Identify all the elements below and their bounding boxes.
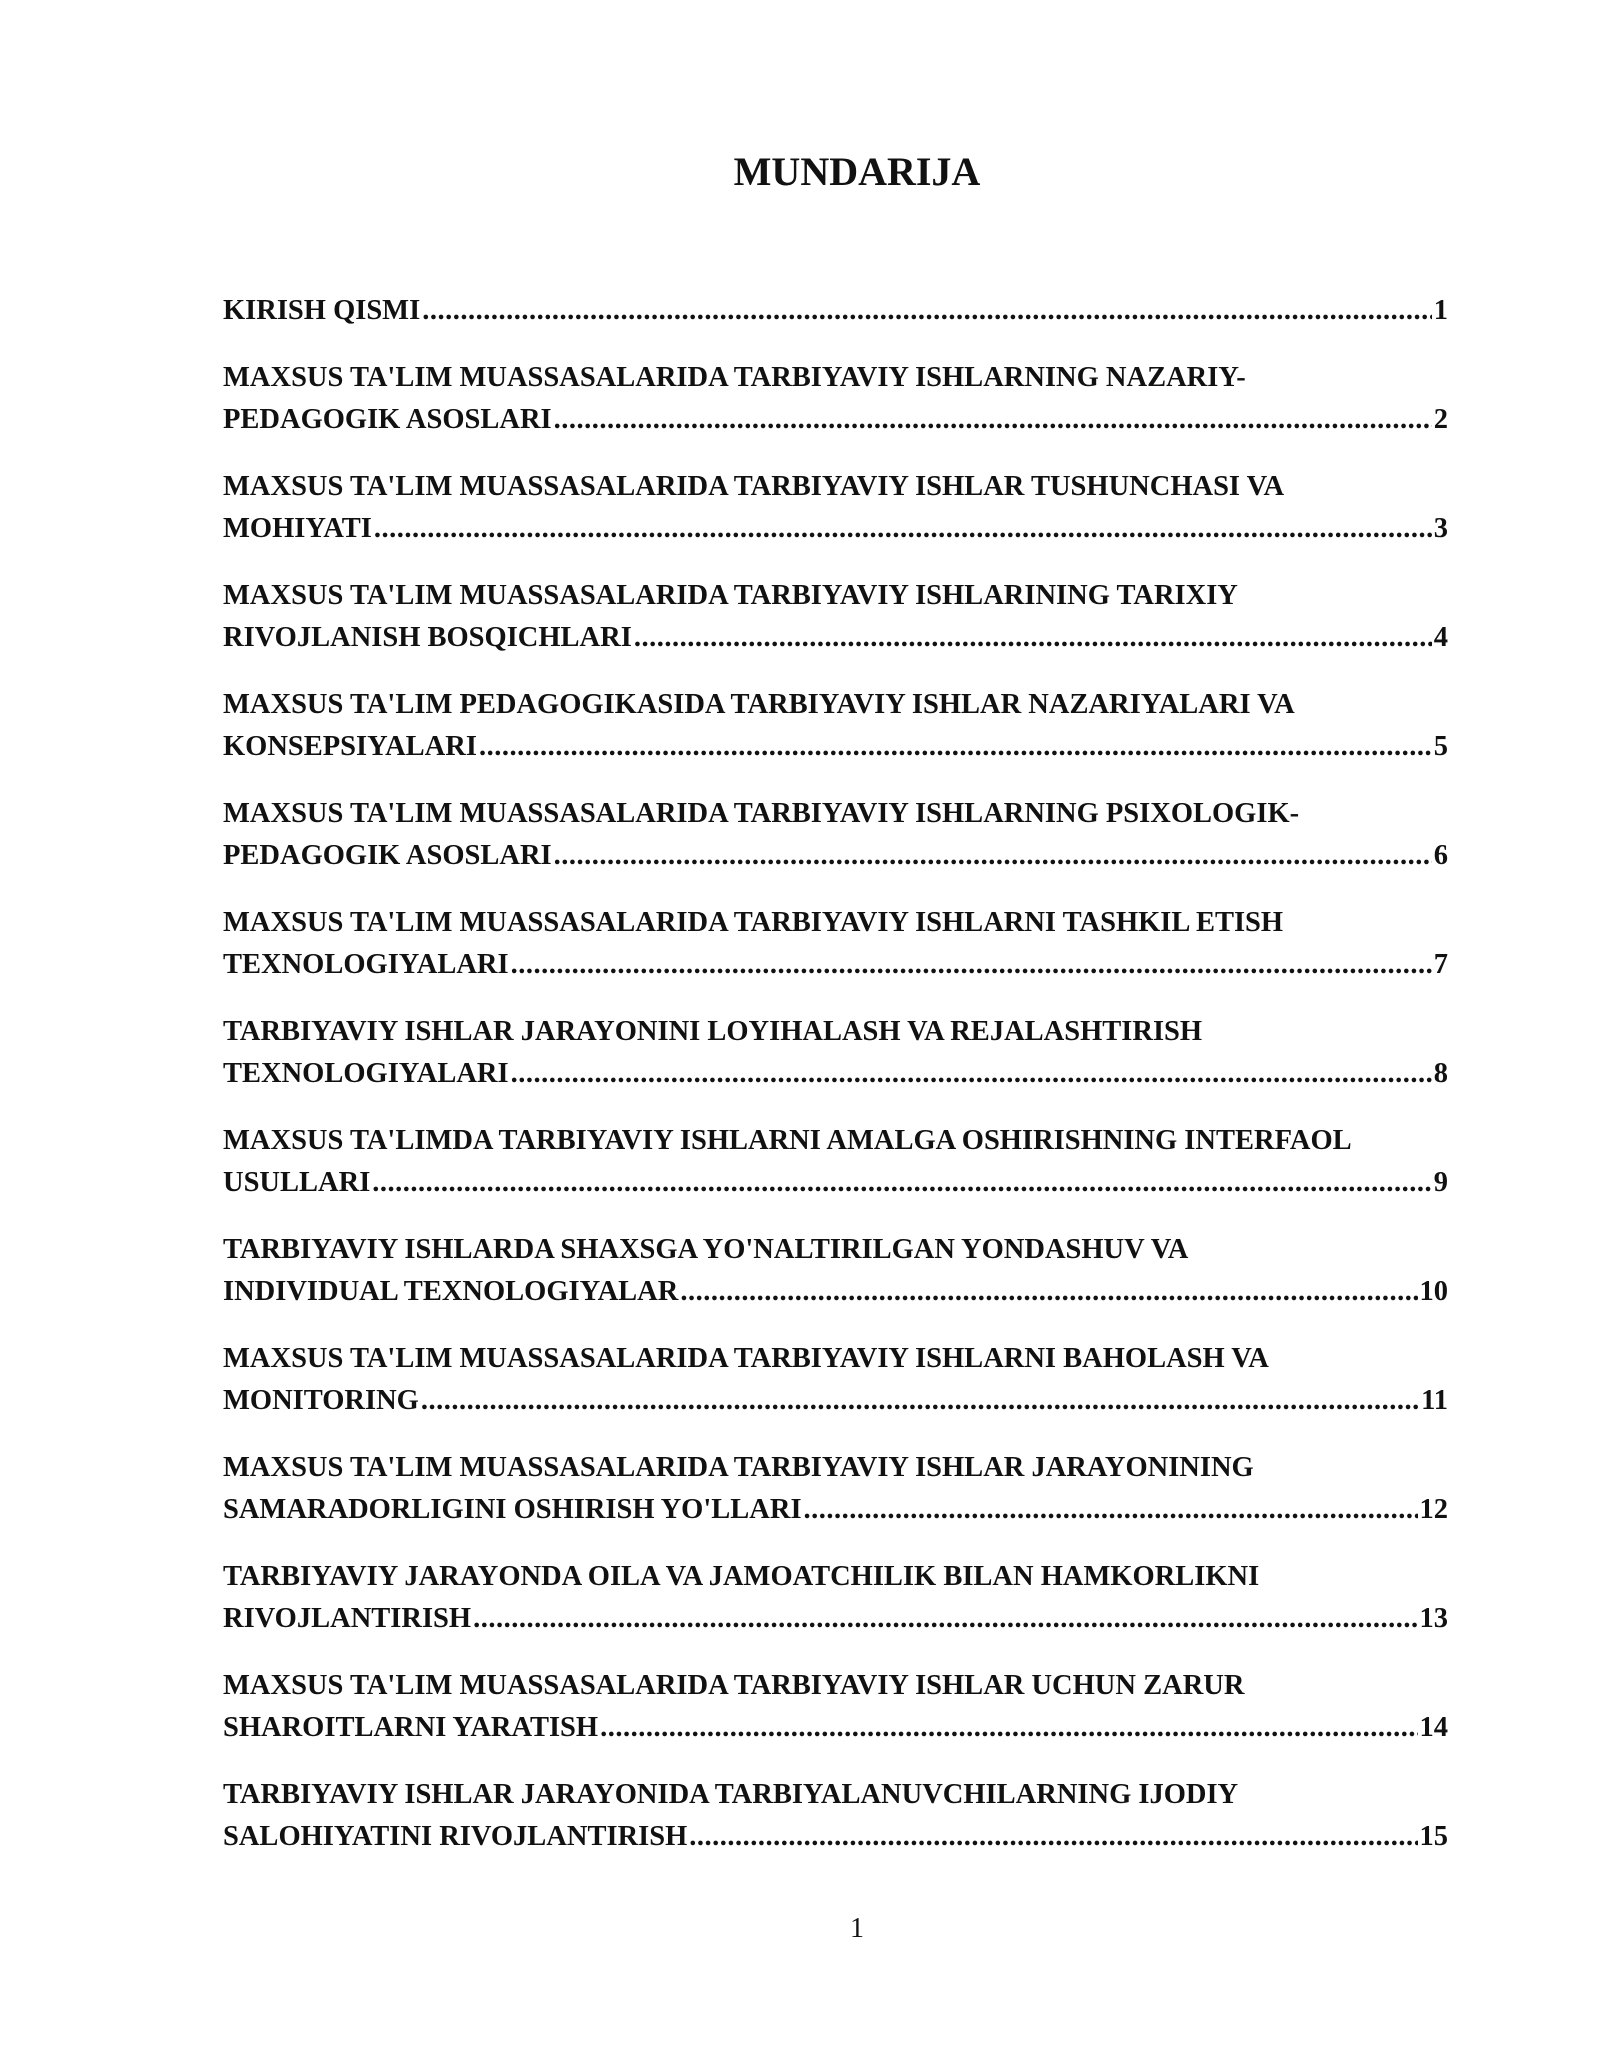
toc-entry-last-line <box>223 944 1448 986</box>
table-of-contents <box>223 290 1448 1883</box>
toc-entry-title-end: USULLARI <box>223 1167 371 1198</box>
toc-entry-title-line: MAXSUS TA'LIM MUASSASALARIDA TARBIYAVIY ISHLAR JARAYONINING <box>223 1452 1254 1483</box>
toc-entry-last-line <box>223 1598 1448 1640</box>
toc-entry[interactable] <box>223 1447 1448 1531</box>
toc-page-number: 13 <box>1419 1603 1448 1634</box>
page-number-wrapper <box>0 1913 1600 1945</box>
toc-entry[interactable] <box>223 902 1448 986</box>
toc-entry-title-line: MAXSUS TA'LIM MUASSASALARIDA TARBIYAVIY ISHLAR TUSHUNCHASI VA <box>223 471 1285 502</box>
toc-entry-title-line: MAXSUS TA'LIM MUASSASALARIDA TARBIYAVIY ISHLARNI TASHKIL ETISH <box>223 907 1284 938</box>
toc-entry-title-line: TARBIYAVIY ISHLAR JARAYONIDA TARBIYALANUVCHILARNING IJODIY <box>223 1779 1239 1810</box>
toc-entry[interactable] <box>223 793 1448 877</box>
toc-entry-title-line: TARBIYAVIY JARAYONDA OILA VA JAMOATCHILIK BILAN HAMKORLIKNI <box>223 1561 1260 1592</box>
toc-dot-leader <box>554 399 1432 441</box>
toc-dot-leader <box>804 1489 1418 1531</box>
toc-dot-leader <box>374 508 1432 550</box>
toc-dot-leader <box>689 1816 1417 1858</box>
toc-page-number: 8 <box>1433 1058 1448 1089</box>
toc-entry-last-line <box>223 290 1448 332</box>
toc-entry-last-line <box>223 1816 1448 1858</box>
toc-entry-title-end: PEDAGOGIK ASOSLARI <box>223 404 552 435</box>
toc-dot-leader <box>554 835 1432 877</box>
toc-dot-leader <box>372 1162 1431 1204</box>
toc-dot-leader <box>511 1053 1432 1095</box>
toc-entry[interactable] <box>223 1011 1448 1095</box>
toc-dot-leader <box>479 726 1432 768</box>
toc-page-number: 2 <box>1433 404 1448 435</box>
toc-entry-title-line: MAXSUS TA'LIM PEDAGOGIKASIDA TARBIYAVIY ISHLAR NAZARIYALARI VA <box>223 689 1295 720</box>
toc-page-number: 11 <box>1421 1385 1448 1416</box>
toc-entry-title-line: MAXSUS TA'LIM MUASSASALARIDA TARBIYAVIY ISHLARNING PSIXOLOGIK- <box>223 798 1300 829</box>
toc-entry-last-line <box>223 835 1448 877</box>
page-number: 1 <box>850 1913 864 1944</box>
toc-entry-title-end: RIVOJLANTIRISH <box>223 1603 472 1634</box>
toc-entry-title-end: TEXNOLOGIYALARI <box>223 1058 509 1089</box>
toc-entry[interactable] <box>223 575 1448 659</box>
toc-entry[interactable] <box>223 1338 1448 1422</box>
toc-entry-title-end: MONITORING <box>223 1385 419 1416</box>
toc-dot-leader <box>600 1707 1417 1749</box>
toc-entry-title-line: MAXSUS TA'LIM MUASSASALARIDA TARBIYAVIY ISHLARINING TARIXIY <box>223 580 1238 611</box>
toc-page-number: 3 <box>1433 513 1448 544</box>
toc-page-number: 15 <box>1419 1821 1448 1852</box>
toc-entry-last-line <box>223 1489 1448 1531</box>
toc-page-number: 5 <box>1433 731 1448 762</box>
toc-entry-title-line: TARBIYAVIY ISHLAR JARAYONINI LOYIHALASH VA REJALASHTIRISH <box>223 1016 1203 1047</box>
toc-page-number: 1 <box>1433 295 1448 326</box>
toc-dot-leader <box>473 1598 1417 1640</box>
toc-entry-title-end: SHAROITLARNI YARATISH <box>223 1712 599 1743</box>
toc-entry-last-line <box>223 1162 1448 1204</box>
toc-page-number: 7 <box>1433 949 1448 980</box>
toc-entry-title-line: MAXSUS TA'LIMDA TARBIYAVIY ISHLARNI AMALGA OSHIRISHNING INTERFAOL <box>223 1125 1352 1156</box>
toc-dot-leader <box>422 290 1432 332</box>
toc-dot-leader <box>680 1271 1417 1313</box>
toc-entry[interactable] <box>223 1120 1448 1204</box>
toc-dot-leader <box>511 944 1432 986</box>
toc-entry-title-end: PEDAGOGIK ASOSLARI <box>223 840 552 871</box>
toc-entry[interactable] <box>223 290 1448 332</box>
toc-entry[interactable] <box>223 357 1448 441</box>
toc-entry[interactable] <box>223 1774 1448 1858</box>
toc-entry[interactable] <box>223 1229 1448 1313</box>
toc-entry[interactable] <box>223 1556 1448 1640</box>
toc-entry-title-end: SALOHIYATINI RIVOJLANTIRISH <box>223 1821 688 1852</box>
toc-dot-leader <box>634 617 1432 659</box>
toc-entry-last-line <box>223 399 1448 441</box>
toc-entry-title-end: KONSEPSIYALARI <box>223 731 477 762</box>
page-title: MUNDARIJA <box>733 149 981 194</box>
toc-entry-last-line <box>223 1707 1448 1749</box>
toc-entry-title-end: KIRISH QISMI <box>223 295 421 326</box>
toc-entry-last-line <box>223 617 1448 659</box>
toc-entry-last-line <box>223 726 1448 768</box>
toc-entry[interactable] <box>223 466 1448 550</box>
toc-entry-title-line: MAXSUS TA'LIM MUASSASALARIDA TARBIYAVIY ISHLARNING NAZARIY- <box>223 362 1246 393</box>
toc-entry[interactable] <box>223 684 1448 768</box>
title-wrapper <box>0 148 1600 195</box>
toc-page-number: 14 <box>1419 1712 1448 1743</box>
toc-entry-title-end: SAMARADORLIGINI OSHIRISH YO'LLARI <box>223 1494 802 1525</box>
toc-entry-last-line <box>223 1380 1448 1422</box>
toc-entry-last-line <box>223 1271 1448 1313</box>
toc-page-number: 10 <box>1419 1276 1448 1307</box>
toc-entry-title-end: INDIVIDUAL TEXNOLOGIYALAR <box>223 1276 679 1307</box>
toc-entry-title-line: MAXSUS TA'LIM MUASSASALARIDA TARBIYAVIY ISHLAR UCHUN ZARUR <box>223 1670 1245 1701</box>
toc-page-number: 6 <box>1433 840 1448 871</box>
toc-page-number: 12 <box>1419 1494 1448 1525</box>
toc-entry[interactable] <box>223 1665 1448 1749</box>
toc-dot-leader <box>421 1380 1419 1422</box>
toc-page-number: 4 <box>1433 622 1448 653</box>
toc-entry-last-line <box>223 1053 1448 1095</box>
toc-entry-last-line <box>223 508 1448 550</box>
toc-entry-title-end: RIVOJLANISH BOSQICHLARI <box>223 622 632 653</box>
toc-page-number: 9 <box>1433 1167 1448 1198</box>
toc-entry-title-line: TARBIYAVIY ISHLARDA SHAXSGA YO'NALTIRILGAN YONDASHUV VA <box>223 1234 1189 1265</box>
toc-entry-title-end: TEXNOLOGIYALARI <box>223 949 509 980</box>
toc-entry-title-end: MOHIYATI <box>223 513 372 544</box>
toc-entry-title-line: MAXSUS TA'LIM MUASSASALARIDA TARBIYAVIY ISHLARNI BAHOLASH VA <box>223 1343 1269 1374</box>
